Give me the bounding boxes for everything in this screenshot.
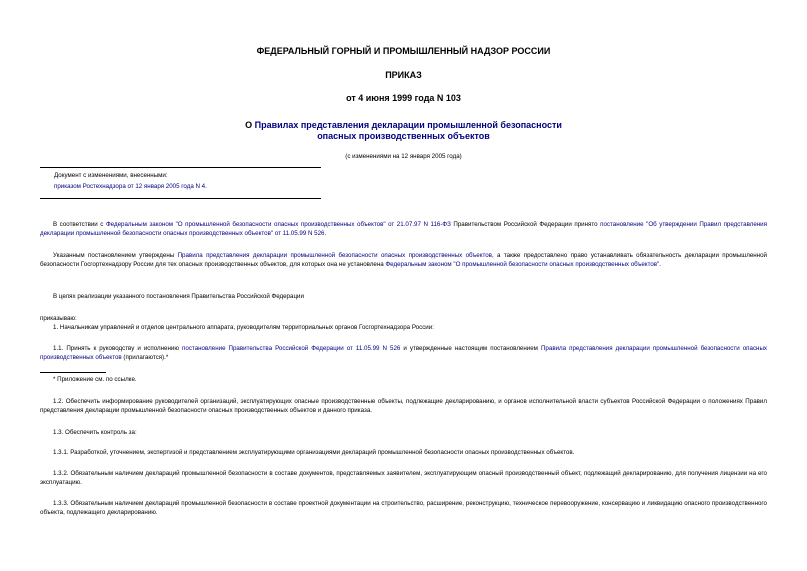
agency-heading: ФЕДЕРАЛЬНЫЙ ГОРНЫЙ И ПРОМЫШЛЕННЫЙ НАДЗОР РОССИИ — [256, 46, 551, 56]
footnote: * Приложение см. по ссылке. — [53, 376, 137, 383]
note-line1: Документ с изменениями, внесенными: — [54, 172, 168, 179]
government-decree-link[interactable]: постановление "Об утверждении Правил представления декларации промышленной безопасности опасных производственных объектов" от 11.05.99 N 526 — [40, 221, 767, 237]
rules-link-2[interactable]: Правила представления декларации промышленной безопасности опасных производственных объектов — [40, 345, 768, 361]
paragraph-item-1-3-3: 1.3.3. Обязательным наличием деклараций промышленной безопасности в составе проектной документации на строительство, расширение, реконструкцию, техническое перевооружение, консервацию и ликвидацию опасного производственного объекта, подлежащего декларированию. — [40, 500, 767, 516]
title-link-line2[interactable]: опасных производственных объектов — [317, 131, 490, 141]
rules-link[interactable]: Правила представления декларации промышленной безопасности опасных производственных объектов — [177, 252, 492, 259]
paragraph-item-1: 1. Начальникам управлений и отделов центрального аппарата, руководителям территориальных органов Госгортехнадзора России: — [53, 324, 434, 331]
paragraph-3: В целях реализации указанного постановления Правительства Российской Федерации — [53, 293, 304, 300]
federal-law-link-2[interactable]: Федеральным законом "О промышленной безопасности опасных производственных объектов" — [385, 260, 660, 268]
document-title — [0, 120, 807, 142]
title-link-line1[interactable]: Правилах представления декларации промышленной безопасности — [254, 120, 562, 130]
paragraph-item-1-2: 1.2. Обеспечить информирование руководителей организаций, эксплуатирующих опасные производственные объекты, подлежащие декларированию, и органов исполнительной власти субъектов Российской Федерации о положениях Правил представления декларации промышленной безопасности опасных производственных объектов и данного приказа. — [40, 398, 767, 414]
note-line2 — [54, 183, 207, 191]
decree-526-link[interactable]: постановление Правительства Российской Федерации от 11.05.99 N 526 — [182, 345, 401, 352]
amending-order-link[interactable]: приказом Ростехнадзора от 12 января 2005 года N 4 — [54, 183, 206, 190]
paragraph-item-1-3-2: 1.3.2. Обязательным наличием деклараций промышленной безопасности в составе документов, представляемых заявителем, эксплуатирующим опасный производственный объект, подлежащий декларированию, для получения лицензии на его эксплуатацию. — [40, 470, 767, 486]
paragraph-2: Указанным постановлением утверждены Правила представления декларации промышленной безопасности опасных производственных объектов, а также предоставлено право устанавливать обязательность декларации промышленной безопасности Госгортехнадзору России для тех опасных производственных объектов, для которых она не установлена Федеральным законом "О промышленной безопасности опасных производственных объектов". — [40, 252, 767, 268]
note-top-divider — [40, 167, 321, 168]
footnote-divider — [40, 372, 106, 373]
federal-law-link[interactable]: Федеральным законом "О промышленной безопасности опасных производственных объектов" от 21.07.97 N 116-ФЗ — [105, 221, 451, 228]
paragraph-item-1-1: 1.1. Принять к руководству и исполнению постановление Правительства Российской Федерации от 11.05.99 N 526 и утвержденные настоящим постановлением Правила представления декларации промышленной безопасности опасных производственных объектов (прилагаются).* — [40, 345, 768, 361]
note-line2-suffix: . — [205, 183, 207, 190]
date-number-heading: от 4 июня 1999 года N 103 — [346, 93, 461, 103]
note-bottom-divider — [40, 198, 321, 199]
paragraph-item-1-3-1: 1.3.1. Разработкой, уточнением, экспертизой и представлением эксплуатирующими организациями деклараций промышленной безопасности опасных производственных объектов. — [53, 449, 575, 456]
title-prefix: О — [245, 120, 253, 130]
amendment-note: (с изменениями на 12 января 2005 года) — [345, 153, 462, 160]
paragraph-order: приказываю: — [40, 315, 77, 322]
doc-type-heading: ПРИКАЗ — [385, 70, 422, 80]
paragraph-item-1-3: 1.3. Обеспечить контроль за: — [53, 429, 137, 436]
paragraph-1: В соответствии с Федеральным законом "О промышленной безопасности опасных производственных объектов" от 21.07.97 N 116-ФЗ Правительством Российской Федерации принято постановление "Об утверждении Правил представления декларации промышленной безопасности опасных производственных объектов" от 11.05.99 N 526. — [40, 221, 767, 237]
